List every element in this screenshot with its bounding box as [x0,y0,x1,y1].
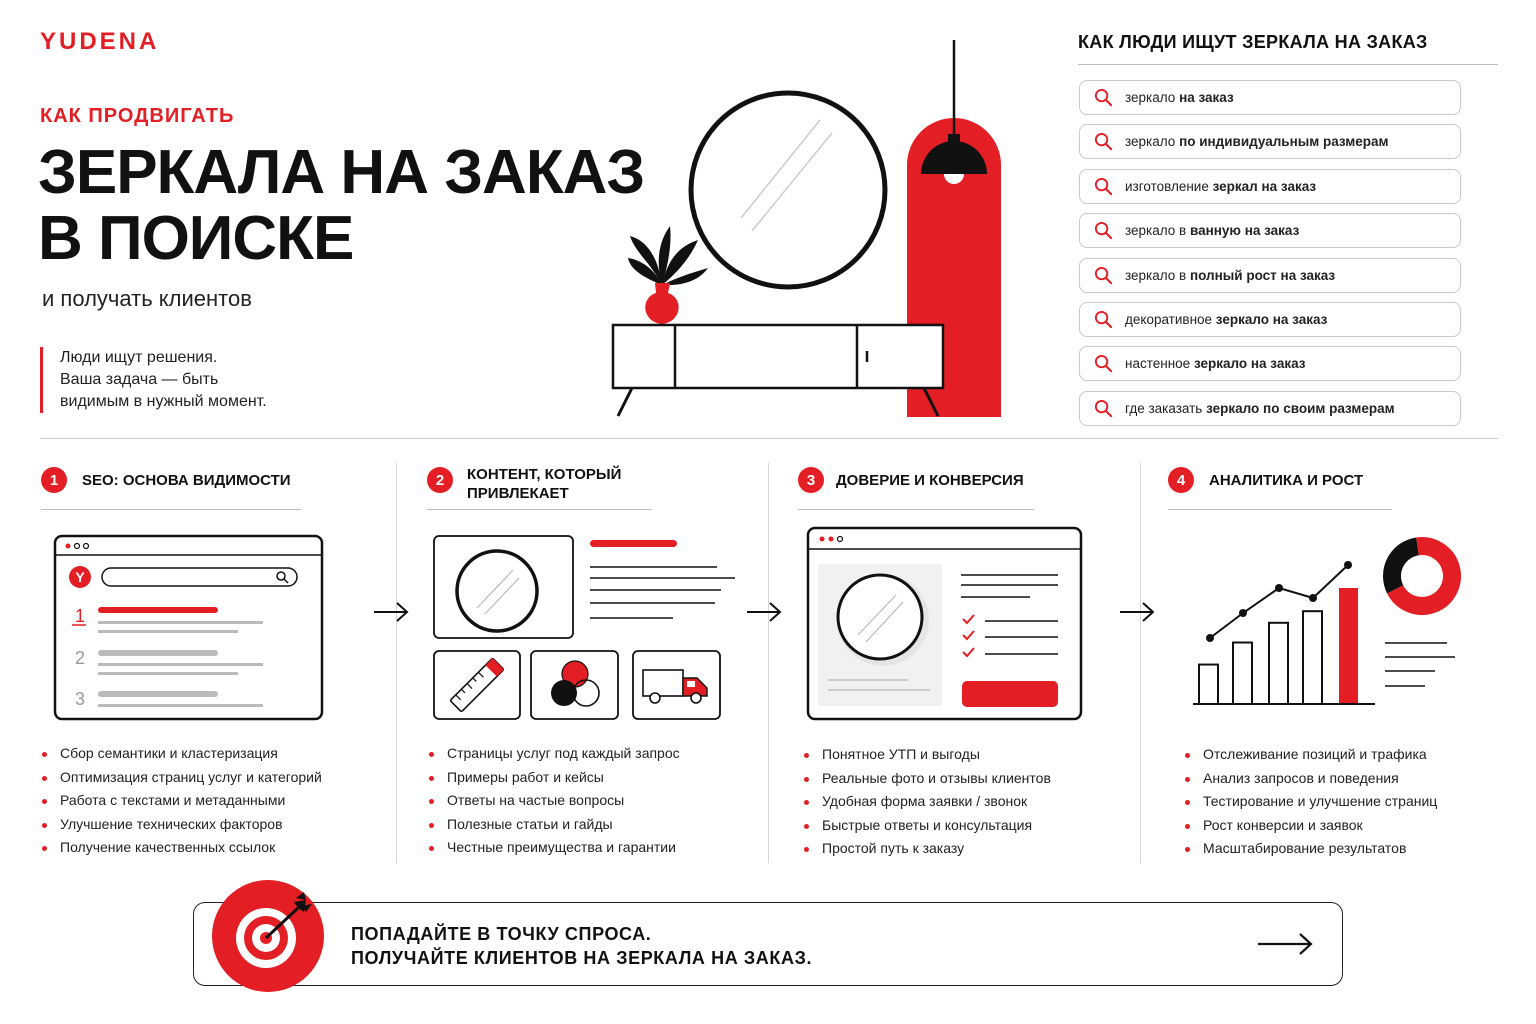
cabinet-icon [613,325,943,416]
column-separator [768,463,769,863]
brand-logo[interactable]: YUDENA [40,28,160,55]
search-icon [1094,310,1113,329]
conversion-illustration [800,522,1090,727]
page-title-line-1: ЗЕРКАЛА НА ЗАКАЗ [38,138,645,207]
list-item: Полезные статьи и гайды [429,813,749,837]
growth-bar [1339,588,1358,704]
query-text-plain: где заказать [1125,400,1207,416]
section-divider [40,438,1498,439]
query-item[interactable] [1079,80,1461,115]
step-4-title [1209,471,1363,490]
serp-rank-2: 2 [74,648,86,668]
list-item: Понятное УТП и выгоды [804,743,1124,767]
list-item: Отслеживание позиций и трафика [1185,743,1515,767]
step-2-bullets [429,742,749,860]
queries-title: КАК ЛЮДИ ИЩУТ ЗЕРКАЛА НА ЗАКАЗ [1078,32,1428,52]
column-separator [396,463,397,863]
query-text-plain: зеркало в [1125,267,1190,283]
query-item[interactable] [1079,169,1461,204]
list-item: Быстрые ответы и консультация [804,814,1124,838]
step-4-title-line-1: АНАЛИТИКА И РОСТ [1209,472,1364,489]
arrow-right-icon [745,600,783,624]
interior-illustration [600,30,1020,430]
serp-rank-3: 3 [74,689,86,709]
hero-kicker: КАК ПРОДВИГАТЬ [40,105,235,127]
list-item: Страницы услуг под каждый запрос [429,742,749,766]
growth-bar [1233,643,1252,704]
red-vase [645,283,678,324]
list-item: Сбор семантики и кластеризация [42,742,382,766]
cta-text [351,922,812,970]
mirror-icon [457,551,537,631]
search-icon [1094,221,1113,240]
content-illustration [425,530,745,730]
mirror-icon [837,574,929,666]
request-form-button [962,681,1058,707]
query-item[interactable] [1079,346,1461,381]
step-3-bullets [804,743,1124,861]
query-text-plain: декоративное [1125,311,1216,327]
search-icon [1094,354,1113,373]
step-4-rule [1168,509,1392,510]
target-icon [210,878,326,994]
list-item: Оптимизация страниц услуг и категорий [42,766,382,790]
lamp-icon [921,40,987,184]
list-item: Ответы на частые вопросы [429,789,749,813]
search-engine-logo [69,566,91,588]
queries-divider [1078,64,1498,65]
step-1-number: 1 [41,467,67,493]
list-item: Работа с текстами и метаданными [42,789,382,813]
hero-subtitle: и получать клиентов [42,286,252,311]
query-item[interactable] [1079,213,1461,248]
step-2-rule [427,509,652,510]
cta-line-2: ПОЛУЧАЙТЕ КЛИЕНТОВ НА ЗЕРКАЛА НА ЗАКАЗ. [351,948,813,968]
list-item: Улучшение технических факторов [42,813,382,837]
step-2-title-line-1: КОНТЕНТ, КОТОРЫЙ [467,466,622,483]
query-text-bold: ванную на заказ [1189,223,1300,239]
step-3-number: 3 [798,467,824,493]
list-item: Тестирование и улучшение страниц [1185,790,1515,814]
query-text-bold: зеркало на заказ [1193,356,1306,372]
step-1-title-line-1: SEO: ОСНОВА ВИДИМОСТИ [82,472,291,489]
query-item[interactable] [1079,391,1461,426]
hero-quote-line-3: видимым в нужный момент. [60,393,267,410]
query-text-bold: зеркало по своим размерам [1206,400,1395,416]
list-item: Анализ запросов и поведения [1185,767,1515,791]
hero-quote-line-2: Ваша задача — быть [60,371,219,388]
list-item: Реальные фото и отзывы клиентов [804,767,1124,791]
query-text-plain: настенное [1125,356,1194,372]
query-item[interactable] [1079,124,1461,159]
query-text-bold: зеркало на заказ [1215,311,1328,327]
growth-bar [1269,623,1288,704]
growth-bar [1199,665,1218,704]
arrow-right-icon [372,600,410,624]
query-text-bold: на заказ [1179,90,1234,105]
search-icon [1094,88,1113,107]
query-text-bold: зеркал на заказ [1212,178,1317,194]
step-4-bullets [1185,743,1515,861]
query-item[interactable] [1079,258,1461,293]
serp-illustration [40,525,340,730]
step-2-title-line-2: ПРИВЛЕКАЕТ [467,485,569,502]
serp-rank-1: 1 [74,606,86,626]
list-item: Масштабирование результатов [1185,837,1515,861]
query-text-plain: зеркало [1125,90,1180,105]
hero-quote-line-1: Люди ищут решения. [60,349,218,366]
mirror-icon [691,93,885,287]
page-title-line-2: В ПОИСКЕ [38,204,354,273]
step-1-rule [41,509,301,510]
growth-donut-chart [1392,546,1452,606]
step-2-number: 2 [427,467,453,493]
list-item: Удобная форма заявки / звонок [804,790,1124,814]
list-item: Примеры работ и кейсы [429,766,749,790]
arrow-right-icon [1118,600,1156,624]
serp-result-2-title [98,650,218,656]
search-icon [1094,266,1113,285]
step-3-title-line-1: ДОВЕРИЕ И КОНВЕРСИЯ [836,472,1024,489]
serp-result-3-title [98,691,218,697]
list-item: Простой путь к заказу [804,837,1124,861]
step-3-rule [798,509,1034,510]
growth-bar-chart [1199,588,1358,704]
donut-segment-dark [1392,546,1418,589]
search-icon [1094,177,1113,196]
query-text-plain: зеркало в [1125,223,1190,239]
arrow-right-icon[interactable] [1256,930,1314,958]
list-item: Рост конверсии и заявок [1185,814,1515,838]
search-icon [1094,399,1113,418]
plant-icon [628,226,708,324]
step-1-bullets [42,742,382,860]
query-text-bold: по индивидуальным размерам [1179,134,1389,150]
query-text-plain: изготовление [1125,178,1213,194]
query-item[interactable] [1079,302,1461,337]
growth-illustration [1185,528,1475,713]
list-item: Честные преимущества и гарантии [429,836,749,860]
query-text-bold: полный рост на заказ [1189,267,1336,283]
step-4-number: 4 [1168,467,1194,493]
queries-list [1079,80,1461,435]
serp-search-bar [102,568,297,586]
step-1-title [82,471,291,490]
step-3-title [836,471,1024,490]
query-text-plain: зеркало [1125,134,1180,150]
serp-result-1-title [98,607,218,613]
search-icon [1094,132,1113,151]
page-title [38,140,644,272]
hero-quote [40,347,320,413]
list-item: Получение качественных ссылок [42,836,382,860]
growth-bar [1303,611,1322,704]
search-engine-logo-letter: Y [75,569,85,585]
step-2-title [467,465,621,503]
cta-line-1: ПОПАДАЙТЕ В ТОЧКУ СПРОСА. [351,924,652,944]
column-separator [1140,463,1141,863]
